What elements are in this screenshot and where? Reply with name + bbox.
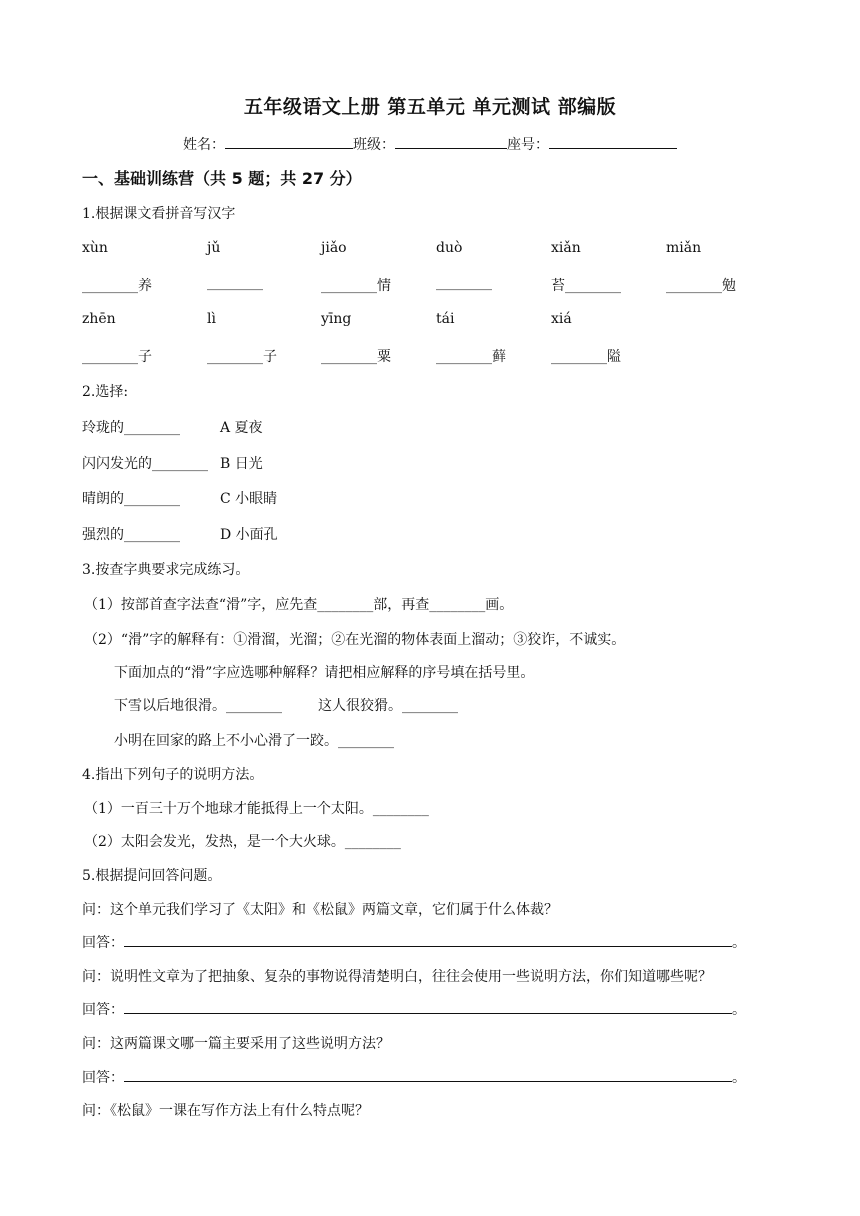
q3-sentence-2[interactable]: 这人很狡猾。________ — [318, 698, 458, 714]
q5-stem: 5.根据提问回答问题。 — [82, 868, 222, 884]
answer-line[interactable] — [124, 1069, 732, 1082]
q4-part1[interactable]: （1）一百三十万个地球才能抵得上一个太阳。________ — [84, 801, 429, 817]
q2-option-c: C 小眼睛 — [220, 491, 278, 507]
q2-left-1[interactable]: 玲珑的________ — [82, 420, 180, 436]
student-info — [0, 134, 860, 154]
q2-option-d: D 小面孔 — [220, 527, 278, 543]
answer-label: 回答： — [82, 935, 124, 951]
pinyin-10: tái — [436, 311, 455, 327]
char-blank-1[interactable]: ________养 — [82, 278, 152, 294]
seat-label: 座号： — [507, 137, 549, 153]
q2-option-a: A 夏夜 — [220, 420, 263, 436]
q5-question-a: 问：这个单元我们学习了《太阳》和《松鼠》两篇文章，它们属于什么体裁？ — [82, 902, 558, 918]
answer-line[interactable] — [124, 1001, 732, 1014]
char-blank-7[interactable]: ________子 — [82, 349, 152, 365]
answer-end: 。 — [732, 1070, 746, 1086]
q1-stem: 1.根据课文看拼音写汉字 — [82, 206, 236, 222]
answer-label: 回答： — [82, 1070, 124, 1086]
q3-sentence-1[interactable]: 下雪以后地很滑。________ — [114, 698, 282, 714]
char-blank-11[interactable]: ________隘 — [551, 349, 621, 365]
section-heading: 一、基础训练营（共 5 题；共 27 分） — [82, 169, 362, 188]
q5-question-d: 问：《松鼠》一课在写作方法上有什么特点呢？ — [82, 1103, 369, 1119]
page-title: 五年级语文上册 第五单元 单元测试 部编版 — [243, 96, 617, 118]
q4-part2[interactable]: （2）太阳会发光，发热，是一个大火球。________ — [84, 834, 401, 850]
char-blank-10[interactable]: ________藓 — [436, 349, 506, 365]
char-blank-9[interactable]: ________粟 — [321, 349, 391, 365]
pinyin-11: xiá — [551, 311, 572, 327]
q2-left-4[interactable]: 强烈的________ — [82, 527, 180, 543]
name-label: 姓名： — [183, 137, 225, 153]
q3-part2: （2）“滑”字的解释有：①滑溜，光溜；②在光溜的物体表面上溜动；③狡诈，不诚实。 — [84, 632, 626, 648]
answer-line[interactable] — [124, 934, 732, 947]
pinyin-9: yīng — [321, 311, 352, 327]
char-blank-4[interactable]: ________ — [436, 275, 492, 291]
name-blank[interactable] — [225, 134, 353, 149]
pinyin-1: xùn — [82, 240, 108, 256]
pinyin-6: miǎn — [666, 240, 702, 256]
answer-end: 。 — [732, 935, 746, 951]
char-blank-8[interactable]: ________子 — [207, 349, 277, 365]
class-blank[interactable] — [395, 134, 507, 149]
q5-question-b: 问：说明性文章为了把抽象、复杂的事物说得清楚明白，往往会使用一些说明方法，你们知道哪些呢？ — [82, 969, 712, 985]
q3-sentence-3[interactable]: 小明在回家的路上不小心滑了一跤。________ — [114, 733, 394, 749]
answer-label: 回答： — [82, 1002, 124, 1018]
q3-instruction: 下面加点的“滑”字应选哪种解释？请把相应解释的序号填在括号里。 — [114, 665, 535, 681]
q4-stem: 4.指出下列句子的说明方法。 — [82, 767, 264, 783]
q2-left-3[interactable]: 晴朗的________ — [82, 491, 180, 507]
q5-question-c: 问：这两篇课文哪一篇主要采用了这些说明方法？ — [82, 1036, 390, 1052]
q2-left-2[interactable]: 闪闪发光的________ — [82, 456, 208, 472]
q5-answer-a[interactable] — [82, 932, 746, 952]
seat-blank[interactable] — [549, 134, 677, 149]
q3-part1[interactable]: （1）按部首查字法查“滑”字，应先查________部，再查________画。 — [84, 597, 514, 613]
pinyin-3: jiǎo — [321, 240, 347, 256]
q3-stem: 3.按查字典要求完成练习。 — [82, 562, 250, 578]
char-blank-6[interactable]: ________勉 — [666, 278, 736, 294]
pinyin-7: zhēn — [82, 311, 116, 327]
char-blank-5[interactable]: 苔________ — [551, 278, 621, 294]
q5-answer-b[interactable] — [82, 999, 746, 1019]
char-blank-3[interactable]: ________情 — [321, 278, 391, 294]
pinyin-5: xiǎn — [551, 240, 581, 256]
q2-stem: 2.选择: — [82, 384, 129, 400]
pinyin-4: duò — [436, 240, 463, 256]
class-label: 班级： — [353, 137, 395, 153]
pinyin-8: lì — [207, 311, 216, 327]
q5-answer-c[interactable] — [82, 1067, 746, 1087]
answer-end: 。 — [732, 1002, 746, 1018]
char-blank-2[interactable]: ________ — [207, 275, 263, 291]
pinyin-2: jǔ — [207, 240, 221, 256]
q2-option-b: B 日光 — [220, 456, 263, 472]
